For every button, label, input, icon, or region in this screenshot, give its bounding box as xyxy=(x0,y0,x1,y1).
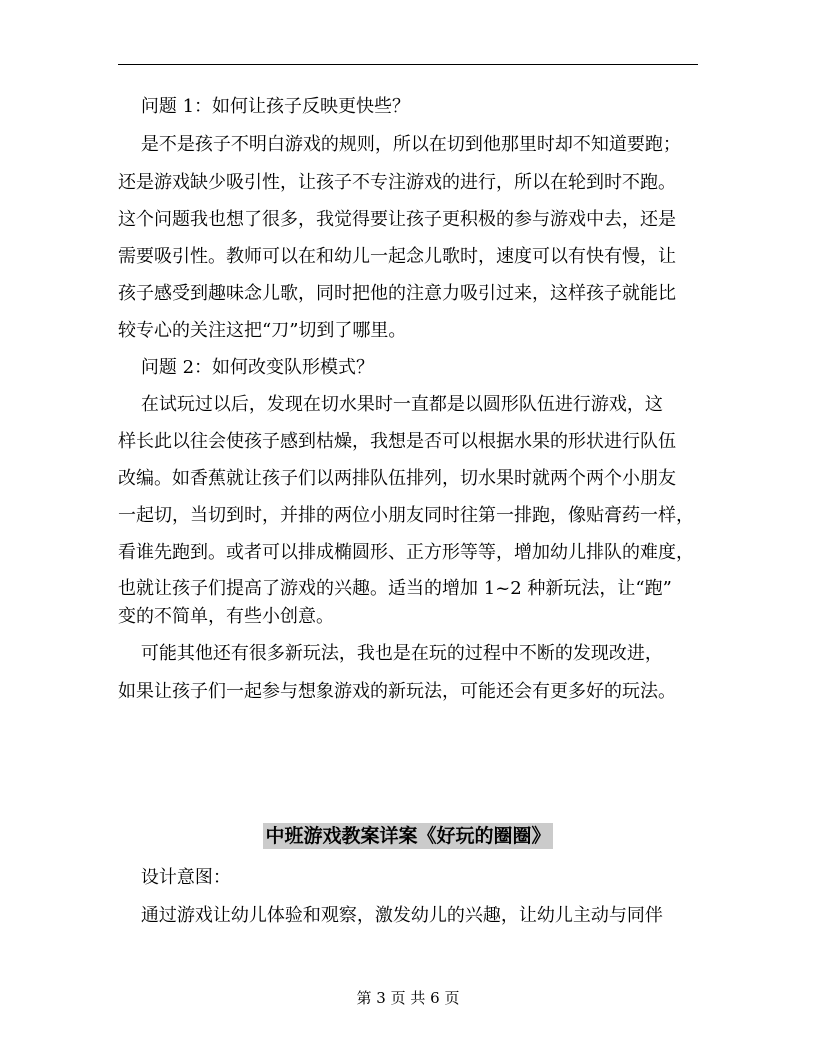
body-line: 较专心的关注这把“刀”切到了哪里。 xyxy=(118,320,407,341)
question-2-heading: 问题 2：如何改变队形模式？ xyxy=(118,357,375,378)
question-1-heading: 问题 1：如何让孩子反映更快些？ xyxy=(118,96,411,117)
body-line: 可能其他还有很多新玩法，我也是在玩的过程中不断的发现改进， xyxy=(118,643,663,664)
body-line: 需要吸引性。教师可以在和幼儿一起念儿歌时，速度可以有快有慢，让 xyxy=(118,246,676,267)
section-title-wrap xyxy=(0,823,816,849)
body-line: 孩子感受到趣味念儿歌，同时把他的注意力吸引过来，这样孩子就能比 xyxy=(118,283,676,304)
body-line: 这个问题我也想了很多，我觉得要让孩子更积极的参与游戏中去，还是 xyxy=(118,209,676,230)
body-line: 还是游戏缺少吸引性，让孩子不专注游戏的进行，所以在轮到时不跑。 xyxy=(118,172,676,193)
body-line: 改编。如香蕉就让孩子们以两排队伍排列，切水果时就两个两个小朋友 xyxy=(118,468,676,489)
body-line: 样长此以往会使孩子感到枯燥，我想是否可以根据水果的形状进行队伍 xyxy=(118,431,676,452)
body-line: 通过游戏让幼儿体验和观察，激发幼儿的兴趣，让幼儿主动与同伴 xyxy=(118,905,663,926)
body-line: 是不是孩子不明白游戏的规则，所以在切到他那里时却不知道要跑； xyxy=(118,134,681,155)
body-line: 在试玩过以后，发现在切水果时一直都是以圆形队伍进行游戏，这 xyxy=(118,394,663,415)
body-line: 变的不简单，有些小创意。 xyxy=(118,606,334,627)
section-title: 中班游戏教案详案《好玩的圈圈》 xyxy=(265,825,551,847)
design-intent-label: 设计意图： xyxy=(118,867,231,888)
body-line: 一起切，当切到时，并排的两位小朋友同时往第一排跑，像贴膏药一样， xyxy=(118,505,694,526)
body-line: 看谁先跑到。或者可以排成椭圆形、正方形等等，增加幼儿排队的难度， xyxy=(118,542,694,563)
header-rule xyxy=(118,64,698,65)
body-line: 如果让孩子们一起参与想象游戏的新玩法，可能还会有更多好的玩法。 xyxy=(118,681,676,702)
body-line: 也就让孩子们提高了游戏的兴趣。适当的增加 1~2 种新玩法，让“跑” xyxy=(118,578,672,599)
page-footer: 第 3 页 共 6 页 xyxy=(356,989,460,1007)
